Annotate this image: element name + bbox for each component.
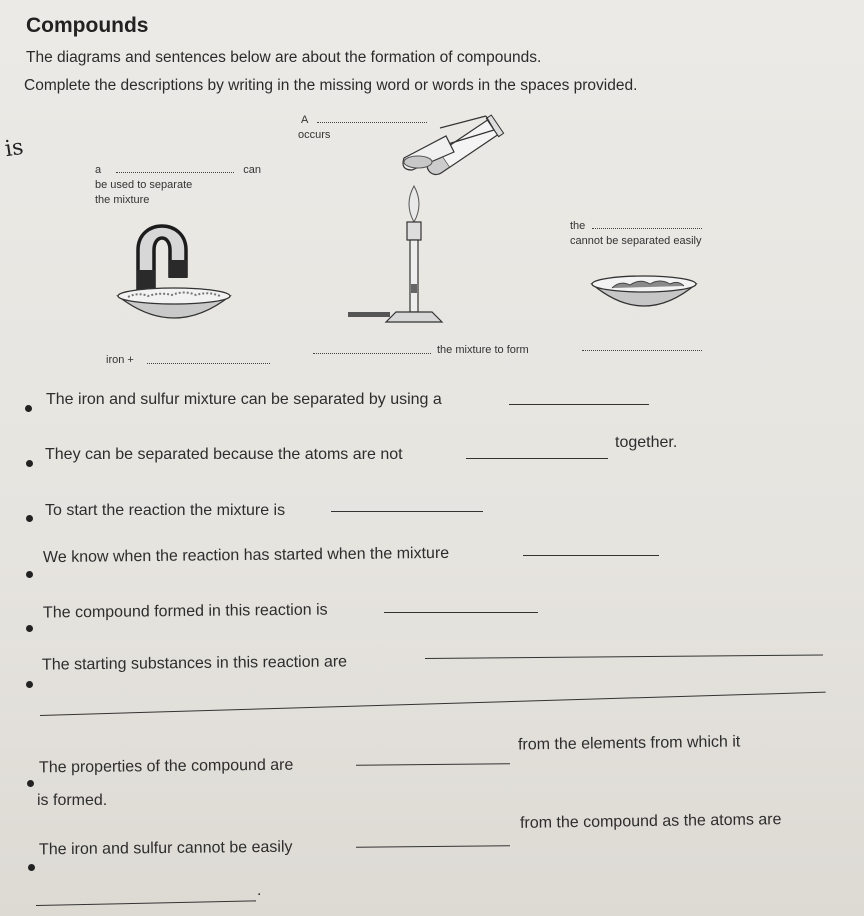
question-7-text: The properties of the compound are [38,756,294,777]
question-7-line2: is formed. [37,792,108,809]
reaction-label-word: A [301,114,308,126]
iron-label: iron + [106,354,134,366]
bullet-2 [26,460,33,467]
question-3-text: To start the reaction the mixture is [45,502,286,519]
question-6-answer-line-2[interactable] [40,692,826,716]
question-8-text: The iron and sulfur cannot be easily [38,838,293,859]
bullet-4 [26,571,33,578]
question-5-answer[interactable] [384,612,538,613]
question-1-text: The iron and sulfur mixture can be separated by using a [46,391,442,408]
evaporating-dish-compound-icon [592,276,696,306]
product-blank[interactable] [582,340,702,351]
page-title: Compounds [26,14,149,37]
question-4-text: We know when the reaction has started when the mixture [42,544,450,567]
bullet-3 [26,515,33,522]
bullet-7 [27,780,34,787]
magnet-icon [137,226,187,290]
mixture-to-form-label: the mixture to form [437,344,529,356]
diagram-illustration [0,100,864,340]
question-3-answer[interactable] [331,511,483,512]
intro-line-2: Complete the descriptions by writing in the missing word or words in the spaces provided. [24,77,638,94]
question-6-answer[interactable] [425,655,823,659]
magnet-label-line3: the mixture [95,194,150,206]
question-2-text: They can be separated because the atoms are not [45,446,403,463]
compound-label-word: the [570,220,586,232]
evaporating-dish-mixture-icon [118,288,230,318]
question-8-end: . [257,882,262,899]
bullet-5 [26,625,33,632]
question-8-after: from the compound as the atoms are [519,811,782,832]
question-4-answer[interactable] [523,555,659,556]
question-2-answer[interactable] [466,458,608,459]
bullet-6 [26,681,33,688]
magnet-label-word: a [95,164,102,176]
question-8-answer-line-2[interactable] [36,900,256,906]
question-8-answer[interactable] [356,845,510,848]
margin-handwriting: is [3,134,25,163]
question-6-text: The starting substances in this reaction are [41,653,348,674]
question-7-after: from the elements from which it [517,733,741,754]
question-2-after: together. [615,434,678,451]
question-1-answer[interactable] [509,404,649,405]
compound-label-line2: cannot be separated easily [570,235,702,247]
magnet-label-tail: can [243,164,261,176]
iron-plus-blank[interactable] [147,353,270,364]
bullet-1 [25,405,32,412]
magnet-label-line2: be used to separate [95,179,193,191]
bullet-8 [28,864,35,871]
heat-blank[interactable] [313,343,431,354]
test-tube-icon [403,115,504,180]
intro-line-1: The diagrams and sentences below are about the formation of compounds. [26,49,542,66]
bunsen-burner-icon [348,186,442,322]
question-7-answer[interactable] [356,763,510,766]
reaction-label-line2: occurs [298,129,331,141]
question-5-text: The compound formed in this reaction is [42,601,328,622]
